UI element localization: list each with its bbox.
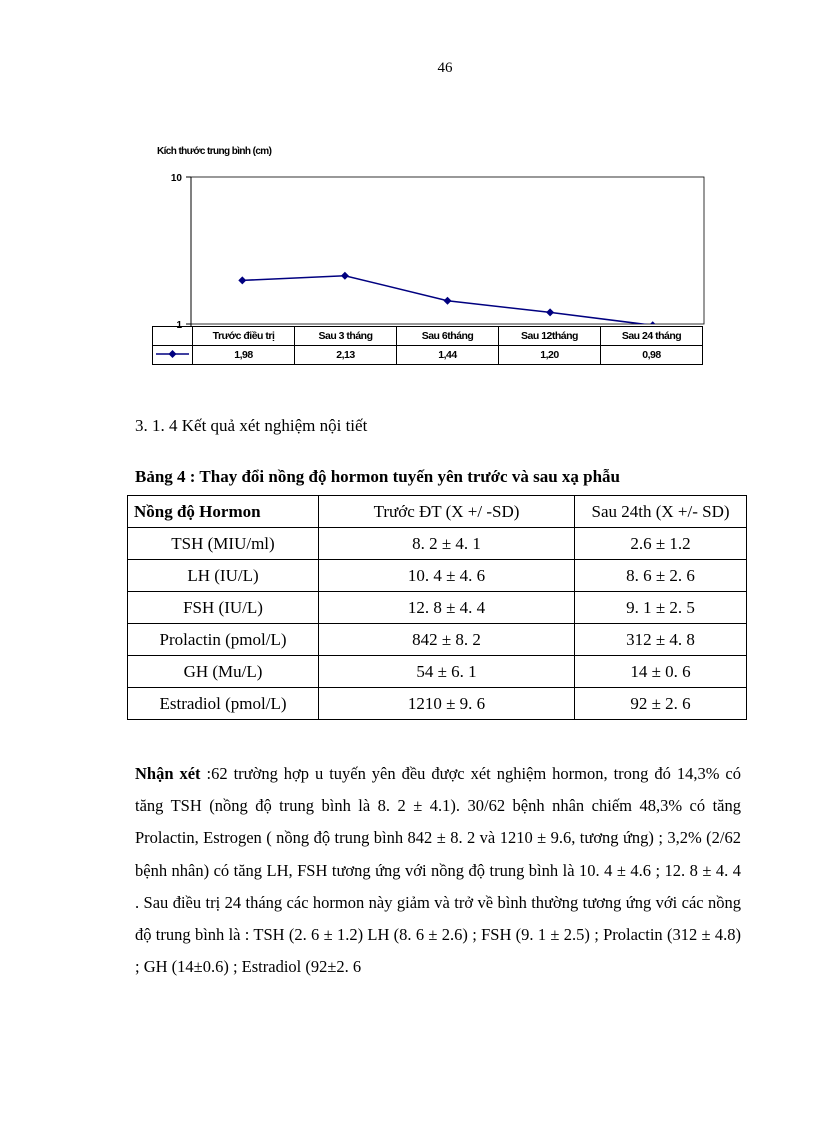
- section-heading: 3. 1. 4 Kết quả xét nghiệm nội tiết: [135, 416, 368, 435]
- before-value: 12. 8 ± 4. 4: [319, 592, 575, 624]
- column-header: Nồng độ Hormon: [128, 496, 319, 528]
- page-number: 46: [437, 60, 453, 76]
- legend-line-marker-icon: [153, 348, 192, 360]
- after-value: 8. 6 ± 2. 6: [575, 560, 747, 592]
- data-value-label: 1,98: [193, 346, 295, 365]
- category-label: Trước điều trị: [193, 327, 295, 346]
- table-row: [128, 592, 747, 624]
- chart-data-table: [152, 326, 703, 365]
- before-value: 1210 ± 9. 6: [319, 688, 575, 720]
- category-row: [153, 327, 703, 346]
- data-value-label: 0,98: [601, 346, 703, 365]
- remark-text: :62 trường hợp u tuyến yên đều được xét nghiệm hormon, trong đó 14,3% có tăng TSH (nồng độ trung bình là 8. 2 ± 4.1). 30/62 bệnh nhân chiếm 48,3% có tăng Prolactin, Estrogen ( nồng độ trung bình 842 ± 8. 2 và 1210 ± 9.6, tương ứng) ; 3,2% (2/62 bệnh nhân) có tăng LH, FSH tương ứng với nồng độ trung bình là 10. 4 ± 4.6 ; 12. 8 ± 4. 4 . Sau điều trị 24 tháng các hormon này giảm và trở về bình thường tương ứng với các nồng độ trung bình là : TSH (2. 6 ± 1.2) LH (8. 6 ± 2.6) ; FSH (9. 1 ± 2.5) ; Prolactin (312 ± 4.8) ; GH (14±0.6) ; Estradiol (92±2. 6: [135, 764, 741, 977]
- data-value-label: 1,44: [397, 346, 499, 365]
- after-value: 312 ± 4. 8: [575, 624, 747, 656]
- hormone-name: Estradiol (pmol/L): [128, 688, 319, 720]
- category-label: Sau 24 tháng: [601, 327, 703, 346]
- column-header: Trước ĐT (X +/ -SD): [319, 496, 575, 528]
- table-row: [128, 560, 747, 592]
- category-label: Sau 6tháng: [397, 327, 499, 346]
- chart-title: Kích thước trung bình (cm): [157, 146, 272, 157]
- before-value: 8. 2 ± 4. 1: [319, 528, 575, 560]
- hormone-name: GH (Mu/L): [128, 656, 319, 688]
- y-tick-label-bottom: 1: [176, 320, 182, 331]
- before-value: 54 ± 6. 1: [319, 656, 575, 688]
- legend-blank-cell: [153, 327, 193, 346]
- value-row: [153, 346, 703, 365]
- category-label: Sau 3 tháng: [295, 327, 397, 346]
- hormone-name: TSH (MIU/ml): [128, 528, 319, 560]
- size-chart: [152, 146, 704, 368]
- table-row: [128, 656, 747, 688]
- hormone-table: [127, 495, 747, 720]
- remark-label: Nhận xét: [135, 764, 201, 783]
- after-value: 14 ± 0. 6: [575, 656, 747, 688]
- remark-paragraph: [135, 758, 741, 983]
- column-header: Sau 24th (X +/- SD): [575, 496, 747, 528]
- after-value: 2.6 ± 1.2: [575, 528, 747, 560]
- hormone-name: FSH (IU/L): [128, 592, 319, 624]
- before-value: 10. 4 ± 4. 6: [319, 560, 575, 592]
- category-label: Sau 12tháng: [499, 327, 601, 346]
- after-value: 92 ± 2. 6: [575, 688, 747, 720]
- table-caption: Bảng 4 : Thay đổi nồng độ hormon tuyến yên trước và sau xạ phẫu: [135, 467, 621, 486]
- legend-key-cell: [153, 346, 193, 365]
- before-value: 842 ± 8. 2: [319, 624, 575, 656]
- table-row: [128, 688, 747, 720]
- y-tick-label-top: 10: [170, 173, 182, 184]
- after-value: 9. 1 ± 2. 5: [575, 592, 747, 624]
- table-row: [128, 528, 747, 560]
- table-header-row: [128, 496, 747, 528]
- table-row: [128, 624, 747, 656]
- hormone-name: Prolactin (pmol/L): [128, 624, 319, 656]
- hormone-name: LH (IU/L): [128, 560, 319, 592]
- data-value-label: 2,13: [295, 346, 397, 365]
- data-value-label: 1,20: [499, 346, 601, 365]
